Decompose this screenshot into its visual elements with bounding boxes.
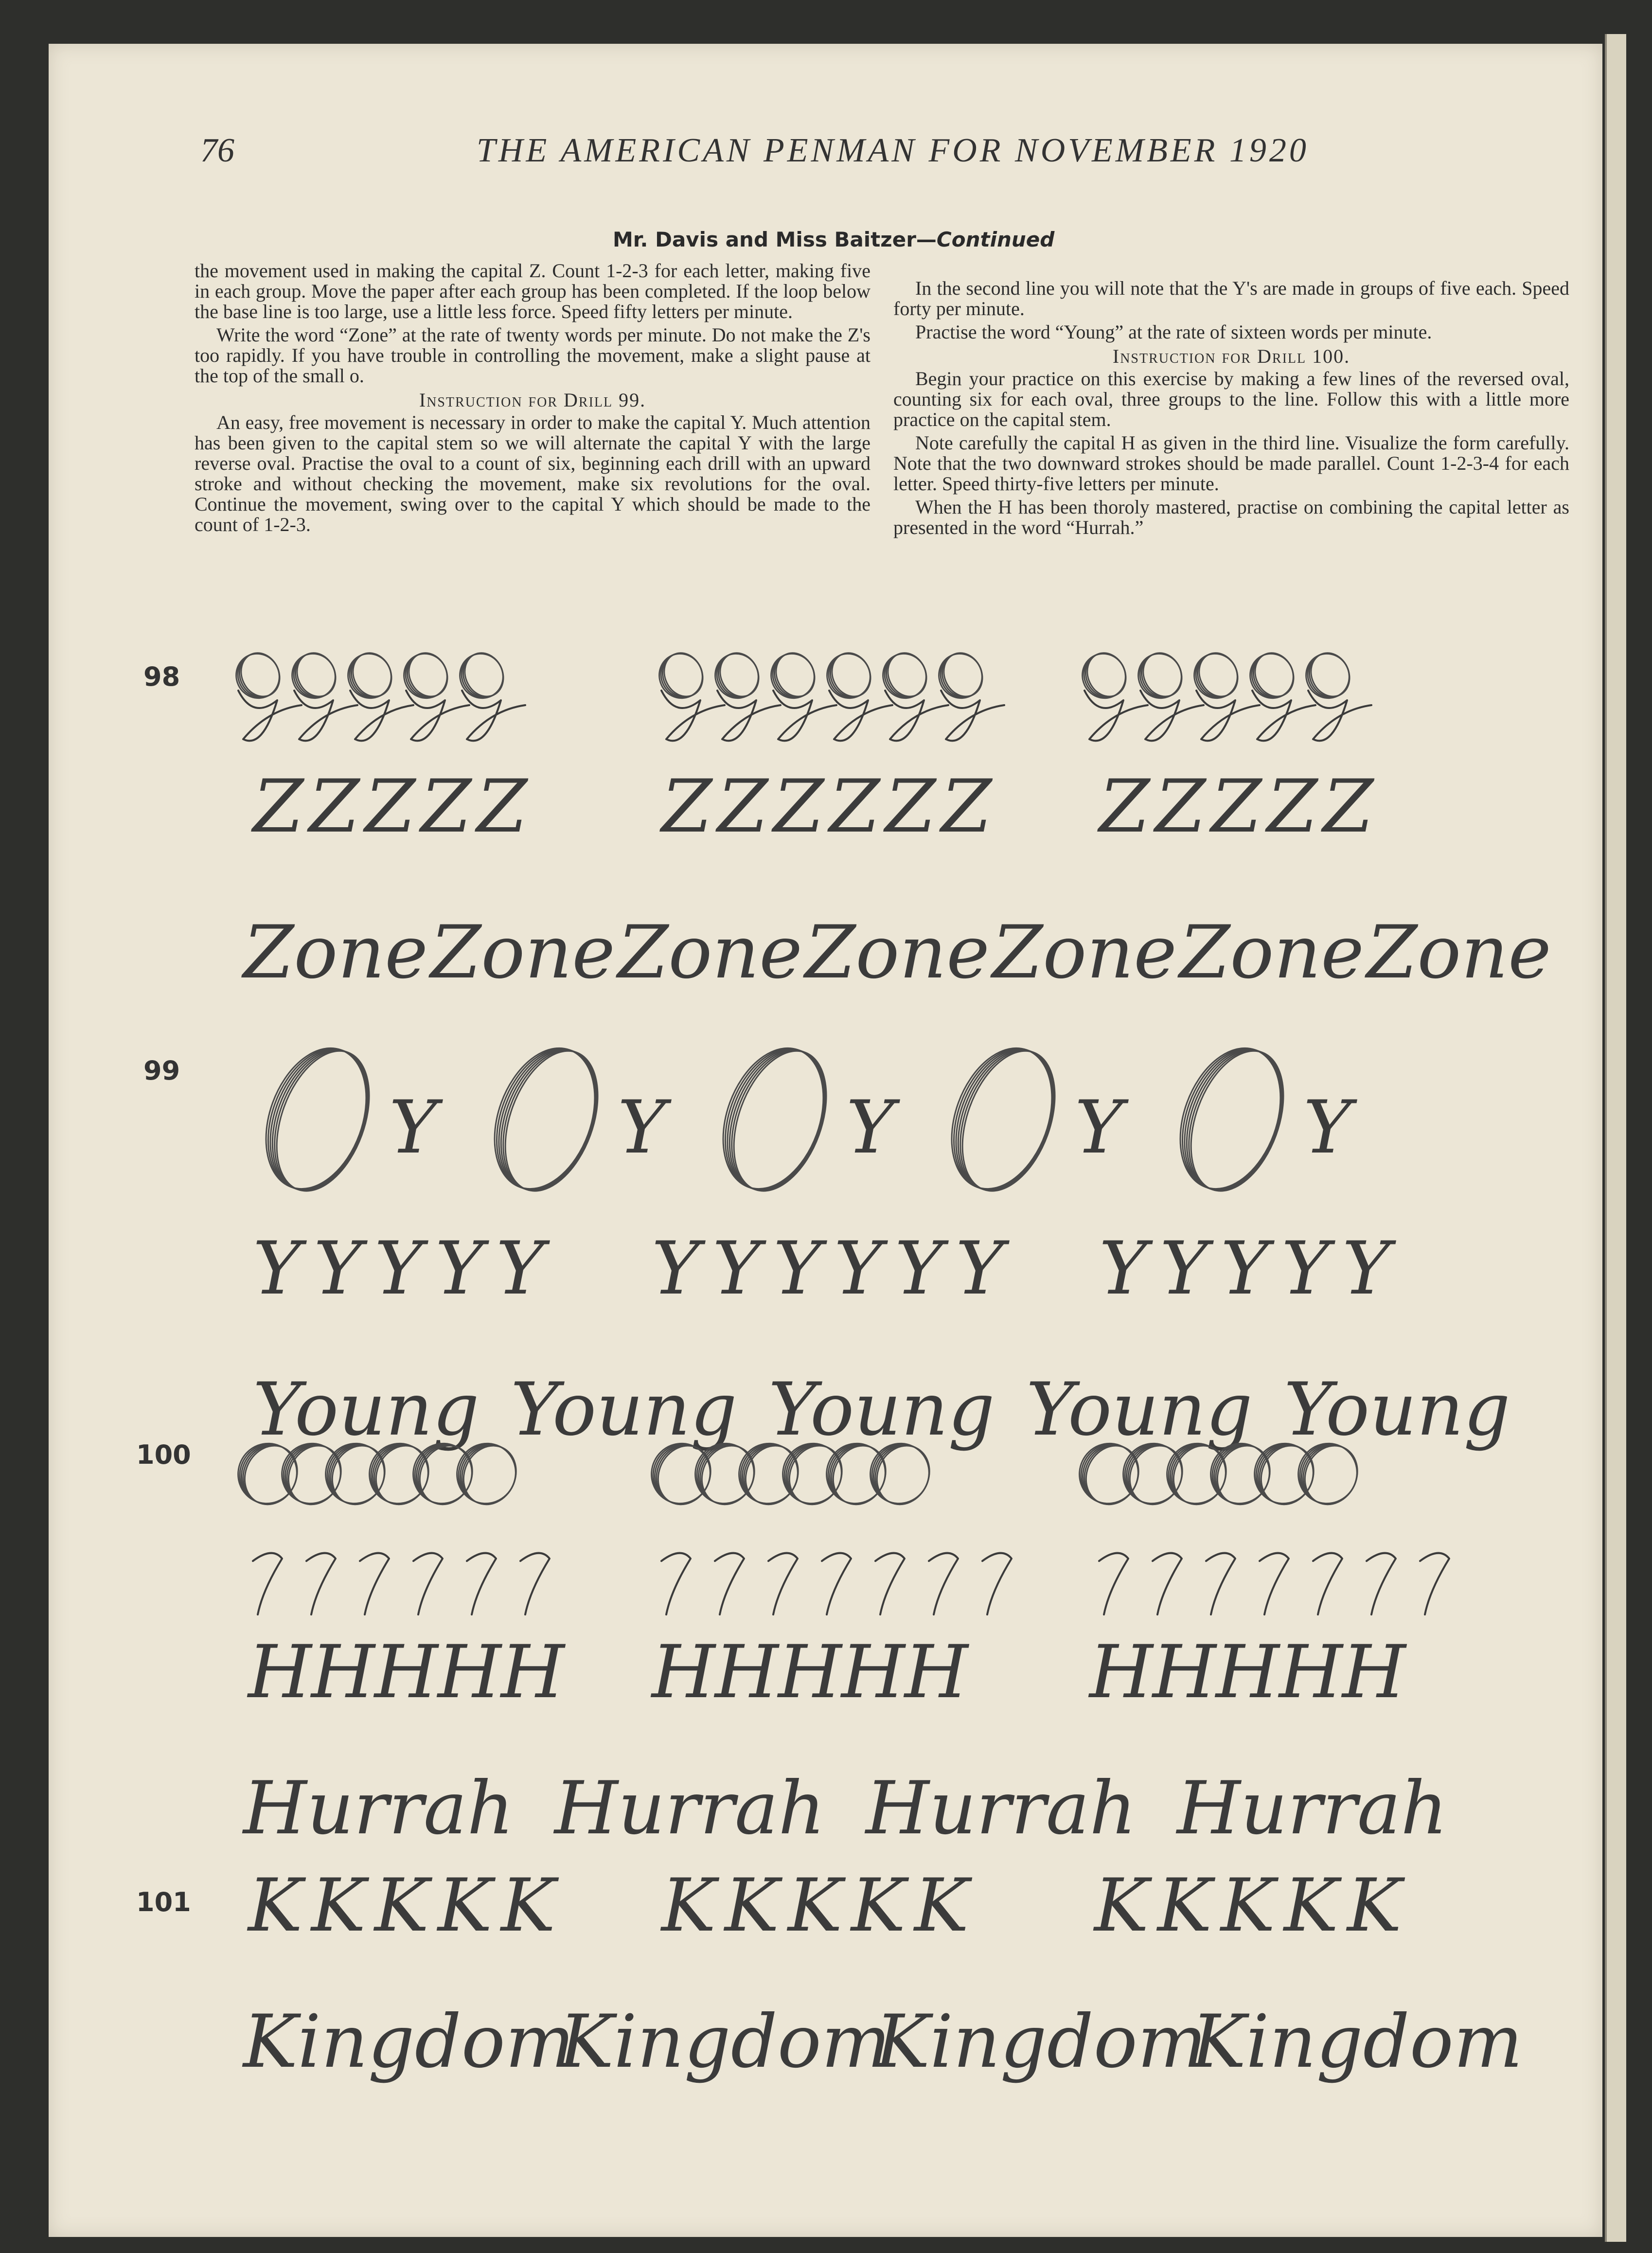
script-word-kingdom: Kingdom xyxy=(559,2000,891,2084)
script-z-letter: Z xyxy=(477,764,528,849)
section-heading-continued: Continued xyxy=(936,228,1055,251)
drill-100-instruction-title: Instruction for Drill 100. xyxy=(1112,345,1350,367)
drill-98-zone-row xyxy=(241,910,1551,995)
script-z-letter: Z xyxy=(1155,764,1206,849)
script-k-letter: K xyxy=(1284,1863,1339,1948)
script-word-zone: Zone xyxy=(992,910,1177,995)
script-y-letter: Y xyxy=(253,1226,302,1311)
script-z-letter: Z xyxy=(421,764,472,849)
script-y-letter: Y xyxy=(1303,1085,1352,1170)
script-h-letter: H xyxy=(1216,1630,1279,1715)
script-k-letter: K xyxy=(788,1863,843,1948)
capital-stem-stroke xyxy=(306,1553,336,1614)
right-paragraph-1: In the second line you will note that the Y's are made in groups of five each. Speed forty per minute. xyxy=(893,277,1569,319)
script-word-hurrah: Hurrah xyxy=(1177,1766,1448,1851)
oval-tail-stroke xyxy=(1308,691,1371,741)
script-word-young: Young xyxy=(768,1367,995,1452)
script-k-letter: K xyxy=(248,1863,303,1948)
script-word-young: Young xyxy=(1026,1367,1253,1452)
drill-99-y-row xyxy=(253,1226,1396,1311)
script-word-hurrah: Hurrah xyxy=(866,1766,1137,1851)
script-y-letter: Y xyxy=(895,1226,943,1311)
oval-tail-stroke xyxy=(885,691,948,741)
right-paragraph-3: Begin your practice on this exercise by making a few lines of the reversed oval, counting six for each oval, three groups to the line. Follow this with a little more practice on the capital stem. xyxy=(893,368,1569,430)
script-k-letter: K xyxy=(851,1863,906,1948)
script-word-zone: Zone xyxy=(618,910,802,995)
capital-stem-stroke xyxy=(1260,1553,1289,1614)
script-h-letter: H xyxy=(1153,1630,1216,1715)
script-y-letter: Y xyxy=(846,1085,895,1170)
script-y-letter: Y xyxy=(1099,1226,1148,1311)
oval-tail-stroke xyxy=(238,691,302,741)
drill-number-98: 98 xyxy=(143,661,180,692)
right-paragraph-2: Practise the word “Young” at the rate of sixteen words per minute. xyxy=(915,321,1432,343)
script-word-young: Young xyxy=(511,1367,737,1452)
drill-99-oval-y-row xyxy=(248,1034,1357,1204)
script-y-letter: Y xyxy=(834,1226,883,1311)
left-paragraph-2: Write the word “Zone” at the rate of twenty words per minute. Do not make the Z's too rapidly. If you have trouble in controlling the movement, make a slight pause at the top of the small o. xyxy=(195,324,870,387)
oval-tail-stroke xyxy=(294,691,357,741)
script-word-zone: Zone xyxy=(1179,910,1364,995)
script-h-letter: H xyxy=(652,1630,715,1715)
script-z-letter: Z xyxy=(1323,764,1374,849)
script-y-letter: Y xyxy=(712,1226,761,1311)
script-z-letter: Z xyxy=(773,764,824,849)
script-word-kingdom: Kingdom xyxy=(243,2000,575,2084)
script-z-letter: Z xyxy=(1211,764,1262,849)
script-word-hurrah: Hurrah xyxy=(243,1766,514,1851)
script-k-letter: K xyxy=(501,1863,556,1948)
script-z-letter: Z xyxy=(885,764,936,849)
capital-stem-stroke xyxy=(929,1553,958,1614)
script-y-letter: Y xyxy=(1160,1226,1208,1311)
right-paragraph-5: When the H has been thoroly mastered, practise on combining the capital letter as presented in the word “Hurrah.” xyxy=(893,496,1569,538)
drill-101-kingdom-row xyxy=(242,2000,1523,2084)
script-y-letter: Y xyxy=(1281,1226,1330,1311)
script-y-letter: Y xyxy=(652,1226,700,1311)
script-k-letter: K xyxy=(438,1863,493,1948)
drill-99-instruction-title: Instruction for Drill 99. xyxy=(419,389,646,411)
script-word-young: Young xyxy=(1284,1367,1510,1452)
script-word-hurrah: Hurrah xyxy=(554,1766,825,1851)
oval-tail-stroke xyxy=(829,691,892,741)
next-page-edge xyxy=(1605,34,1626,2242)
oval-tail-stroke xyxy=(462,691,525,741)
section-heading-title: Mr. Davis and Miss Baitzer— xyxy=(613,228,937,251)
oval-tail-stroke xyxy=(1196,691,1260,741)
script-h-letter: H xyxy=(841,1630,905,1715)
script-h-letter: H xyxy=(501,1630,565,1715)
left-paragraph-3: An easy, free movement is necessary in order to make the capital Y. Much attention has been given to the capital stem so we will alternate the capital Y with the large reverse oval. Practise the oval to a count of six, beginning each drill with an upward stroke and without checking the movement, make six revolutions for the oval. Continue the movement, swing over to the capital Y which should be made to the count of 1-2-3. xyxy=(195,411,870,535)
script-y-letter: Y xyxy=(1221,1226,1269,1311)
script-k-letter: K xyxy=(1094,1863,1149,1948)
script-y-letter: Y xyxy=(773,1226,822,1311)
script-k-letter: K xyxy=(914,1863,969,1948)
script-y-letter: Y xyxy=(1342,1226,1391,1311)
script-y-letter: Y xyxy=(389,1085,438,1170)
drill-100-hurrah-row xyxy=(242,1766,1448,1851)
script-z-letter: Z xyxy=(829,764,880,849)
script-y-letter: Y xyxy=(435,1226,484,1311)
oval-tail-stroke xyxy=(941,691,1004,741)
capital-stem-stroke xyxy=(715,1553,744,1614)
script-word-zone: Zone xyxy=(805,910,990,995)
script-y-letter: Y xyxy=(1075,1085,1123,1170)
drill-98-oval-row xyxy=(229,647,1371,741)
script-h-letter: H xyxy=(1342,1630,1406,1715)
drill-101-k-row xyxy=(247,1863,1405,1948)
drill-number-100: 100 xyxy=(136,1439,191,1470)
capital-stem-stroke xyxy=(661,1553,691,1614)
penmanship-plates xyxy=(49,44,1602,2237)
capital-stem-stroke xyxy=(982,1553,1012,1614)
oval-tail-stroke xyxy=(406,691,469,741)
running-title: THE AMERICAN PENMAN FOR NOVEMBER 1920 xyxy=(477,132,1309,169)
script-z-letter: Z xyxy=(717,764,768,849)
oval-tail-stroke xyxy=(350,691,413,741)
right-paragraph-4: Note carefully the capital H as given in the third line. Visualize the form carefully. Note that the two downward strokes should be made parallel. Count 1-2-3-4 for each letter. Speed thirty-five letters per minute. xyxy=(893,432,1569,495)
oval-tail-stroke xyxy=(773,691,836,741)
oval-tail-stroke xyxy=(1140,691,1204,741)
script-h-letter: H xyxy=(248,1630,312,1715)
script-k-letter: K xyxy=(374,1863,429,1948)
capital-stem-stroke xyxy=(360,1553,389,1614)
drill-98-z-row xyxy=(251,764,1375,849)
script-h-letter: H xyxy=(1089,1630,1153,1715)
script-z-letter: Z xyxy=(253,764,304,849)
capital-stem-stroke xyxy=(520,1553,550,1614)
drill-99-young-row xyxy=(253,1367,1510,1452)
script-y-letter: Y xyxy=(618,1085,666,1170)
script-word-zone: Zone xyxy=(243,910,428,995)
capital-stem-stroke xyxy=(1313,1553,1342,1614)
script-z-letter: Z xyxy=(309,764,360,849)
script-h-letter: H xyxy=(905,1630,968,1715)
script-z-letter: Z xyxy=(941,764,992,849)
script-h-letter: H xyxy=(778,1630,842,1715)
script-z-letter: Z xyxy=(1267,764,1318,849)
capital-stem-stroke xyxy=(768,1553,798,1614)
capital-stem-stroke xyxy=(1420,1553,1449,1614)
drill-100-h-row xyxy=(247,1630,1407,1715)
script-z-letter: Z xyxy=(661,764,712,849)
drill-number-99: 99 xyxy=(143,1055,180,1086)
capital-stem-stroke xyxy=(822,1553,851,1614)
script-k-letter: K xyxy=(725,1863,780,1948)
script-y-letter: Y xyxy=(956,1226,1004,1311)
oval-tail-stroke xyxy=(1252,691,1315,741)
script-h-letter: H xyxy=(1279,1630,1343,1715)
script-word-zone: Zone xyxy=(430,910,615,995)
capital-stem-stroke xyxy=(1206,1553,1235,1614)
page-number: 76 xyxy=(200,132,234,169)
capital-stem-stroke xyxy=(875,1553,905,1614)
script-z-letter: Z xyxy=(1099,764,1150,849)
script-k-letter: K xyxy=(1221,1863,1276,1948)
script-y-letter: Y xyxy=(374,1226,423,1311)
magazine-page xyxy=(49,44,1602,2237)
oval-tail-stroke xyxy=(717,691,781,741)
capital-stem-stroke xyxy=(253,1553,282,1614)
script-k-letter: K xyxy=(1157,1863,1212,1948)
script-h-letter: H xyxy=(374,1630,438,1715)
script-h-letter: H xyxy=(715,1630,779,1715)
drill-number-101: 101 xyxy=(136,1887,191,1917)
script-k-letter: K xyxy=(1347,1863,1402,1948)
script-h-letter: H xyxy=(311,1630,375,1715)
script-k-letter: K xyxy=(661,1863,716,1948)
capital-stem-stroke xyxy=(1153,1553,1182,1614)
capital-stem-stroke xyxy=(1367,1553,1396,1614)
capital-stem-stroke xyxy=(413,1553,443,1614)
script-word-zone: Zone xyxy=(1367,910,1551,995)
drill-100-stem-row xyxy=(253,1553,1449,1614)
script-y-letter: Y xyxy=(496,1226,545,1311)
script-y-letter: Y xyxy=(314,1226,362,1311)
oval-tail-stroke xyxy=(661,691,725,741)
left-paragraph-1: the movement used in making the capital Z. Count 1-2-3 for each letter, making five in each group. Move the paper after each group has been completed. If the loop below the base line is too large, use a little less force. Speed fifty letters per minute. xyxy=(195,260,870,322)
script-k-letter: K xyxy=(311,1863,366,1948)
script-word-young: Young xyxy=(253,1367,480,1452)
script-word-kingdom: Kingdom xyxy=(875,2000,1207,2084)
script-h-letter: H xyxy=(438,1630,501,1715)
oval-tail-stroke xyxy=(1084,691,1148,741)
script-word-kingdom: Kingdom xyxy=(1191,2000,1523,2084)
capital-stem-stroke xyxy=(1099,1553,1128,1614)
script-z-letter: Z xyxy=(365,764,416,849)
capital-stem-stroke xyxy=(467,1553,496,1614)
